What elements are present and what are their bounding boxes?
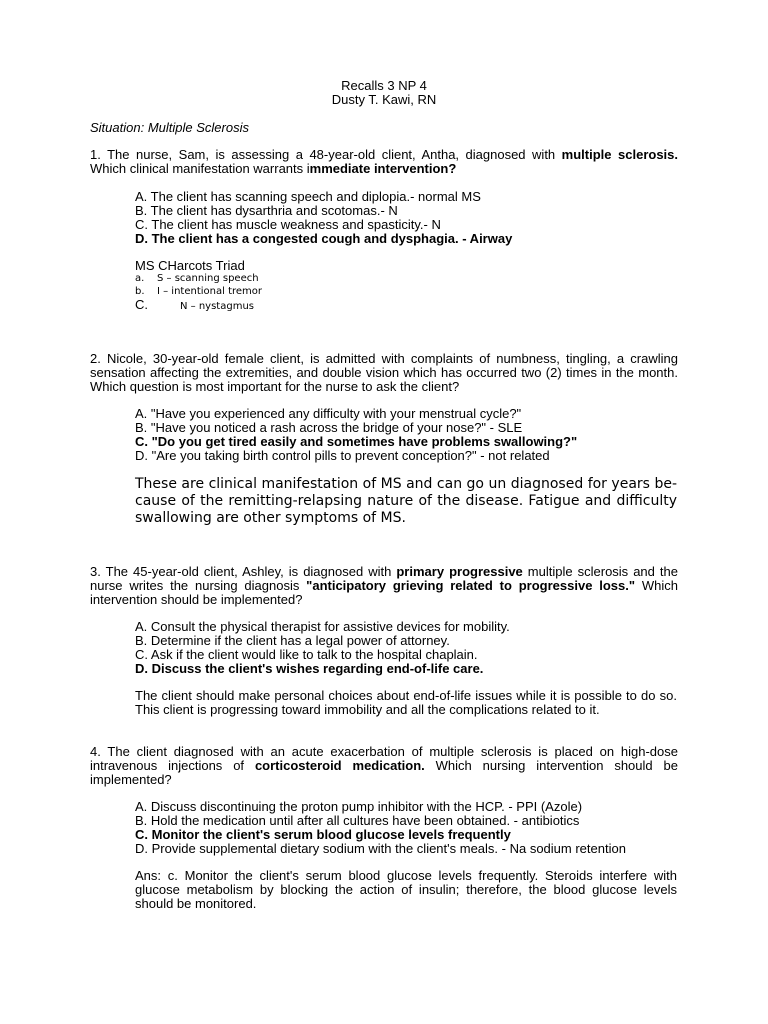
document-author: Dusty T. Kawi, RN [331, 92, 437, 107]
question-2-option-a: A. "Have you experienced any difficulty with your menstrual cycle?" [135, 406, 522, 421]
question-3-option-c: C. Ask if the client would like to talk to the hospital chaplain. [135, 647, 478, 662]
question-1-stem: 1. The nurse, Sam, is assessing a 48-year-old client, Antha, diagnosed with multiple sclerosis. Which clinical manifestation warrants immediate intervention? [90, 147, 678, 176]
question-1-option-c: C. The client has muscle weakness and spasticity.- N [135, 217, 441, 232]
question-1-option-b: B. The client has dysarthria and scotomas.- N [135, 203, 398, 218]
question-3-option-b: B. Determine if the client has a legal power of attorney. [135, 633, 450, 648]
question-4-option-c-answer: C. Monitor the client's serum blood glucose levels frequently [135, 827, 511, 842]
question-2-option-d: D. "Are you taking birth control pills to prevent conception?" - not related [135, 448, 550, 463]
question-3-stem: 3. The 45-year-old client, Ashley, is diagnosed with primary progressive multiple sclerosis and the nurse writes the nursing diagnosis "anticipatory grieving related to progressive loss." Which intervention should be implemented? [90, 564, 678, 607]
question-4-option-d: D. Provide supplemental dietary sodium with the client's meals. - Na sodium retention [135, 841, 626, 856]
question-3-rationale: The client should make personal choices about end-of-life issues while it is possible to do so. This client is progressing toward immobility and all the complications related to it. [135, 688, 677, 717]
question-2-option-b: B. "Have you noticed a rash across the bridge of your nose?" - SLE [135, 420, 523, 435]
triad-item: b. I – intentional tremor [135, 286, 263, 297]
charcot-triad-list [135, 272, 695, 311]
question-1-option-a: A. The client has scanning speech and diplopia.- normal MS [135, 189, 481, 204]
question-1-options [135, 190, 695, 246]
question-3-option-a: A. Consult the physical therapist for assistive devices for mobility. [135, 619, 510, 634]
question-4-option-b: B. Hold the medication until after all cultures have been obtained. - antibiotics [135, 813, 580, 828]
question-3-option-d-answer: D. Discuss the client's wishes regarding end-of-life care. [135, 661, 484, 676]
triad-item: a. S – scanning speech [135, 273, 259, 284]
question-2-stem: 2. Nicole, 30-year-old female client, is admitted with complaints of numbness, tingling, a crawling sensation affecting the extremities, and double vision which has occurred two (2) times in the month. Which question is most important for the nurse to ask the client? [90, 351, 678, 394]
situation-heading: Situation: Multiple Sclerosis [90, 120, 249, 135]
question-2-options [135, 407, 695, 463]
question-4-stem: 4. The client diagnosed with an acute exacerbation of multiple sclerosis is placed on high-dose intravenous injections of corticosteroid medication. Which nursing intervention should be implemented? [90, 744, 678, 787]
question-2-option-c-answer: C. "Do you get tired easily and sometimes have problems swallowing?" [135, 434, 578, 449]
triad-item: C. N – nystagmus [135, 297, 254, 312]
question-3-options [135, 620, 695, 676]
question-4-options [135, 800, 695, 856]
question-1-option-d-answer: D. The client has a congested cough and dysphagia. - Airway [135, 231, 513, 246]
charcot-triad-title: MS CHarcots Triad [135, 258, 245, 273]
question-4-answer: Ans: c. Monitor the client's serum blood glucose levels frequently. Steroids interfere with glucose metabolism by blocking the action of insulin; therefore, the blood glucose levels should be monitored. [135, 868, 677, 911]
question-4-option-a: A. Discuss discontinuing the proton pump inhibitor with the HCP. - PPI (Azole) [135, 799, 583, 814]
document-title: Recalls 3 NP 4 [341, 78, 427, 93]
question-2-rationale: These are clinical manifestation of MS and can go un diagnosed for years be-cause of the remitting-relapsing nature of the disease. Fatigue and difficulty swallowing are other symptoms of MS. [135, 476, 677, 526]
